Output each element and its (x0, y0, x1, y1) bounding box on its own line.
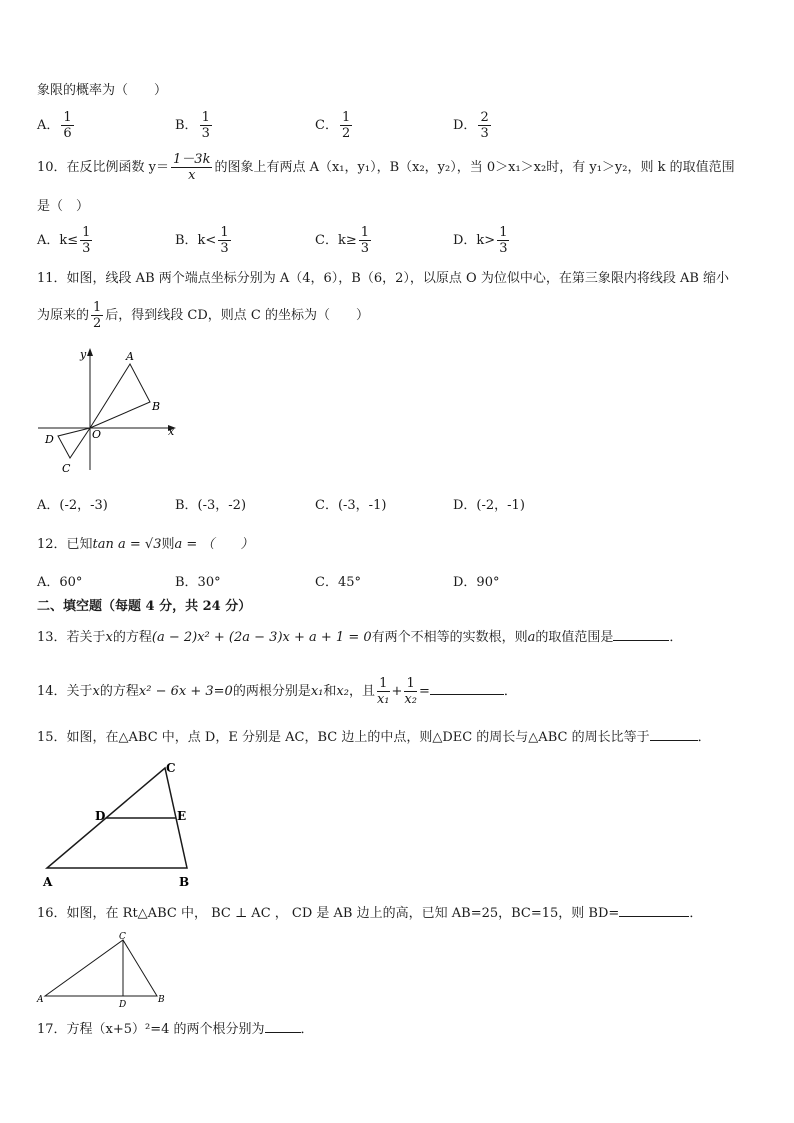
section-heading-fill-in: 二、填空题（每题 4 分，共 24 分） (37, 599, 252, 614)
q10-option-a: A．k≤ $\frac{1}{3}$ (37, 225, 91, 256)
q11-option-b: B．(-3，-2) (175, 498, 247, 513)
q17-stem: 17．方程（x+5）²=4 的两个根分别为 ． (37, 1022, 314, 1037)
q14-stem: 14．关于x的方程x² − 6x + 3=0的两根分别是x₁和x₂，且 $\frac{1}{\text{x₁}}$ + $\frac{1}{\text{x₂}}$ = ． (37, 676, 517, 707)
q11-figure (30, 340, 190, 480)
q10-option-d: D．k> $\frac{1}{3}$ (453, 225, 508, 256)
q15-figure (35, 758, 205, 890)
q12-option-d: D．90° (453, 575, 500, 590)
q11-stem: 11．如图，线段 AB 两个端点坐标分别为 A（4，6），B（6，2），以原点 O 为位似中心，在第三象限内将线段 AB 缩小 (37, 271, 730, 286)
q14-answer-blank[interactable] (430, 682, 504, 695)
q9-option-b: B． $\frac{1}{3}$ (175, 110, 210, 141)
foot-d-label: D (119, 1000, 127, 1010)
q11-option-c: C．(-3，-1) (315, 498, 387, 513)
segment-cd-triangle (58, 428, 90, 458)
q12-option-a: A．60° (37, 575, 83, 590)
q12-option-c: C．45° (315, 575, 361, 590)
q15-stem: 15．如图，在△ABC 中，点 D，E 分别是 AC，BC 边上的中点，则△DEC 的周长与△ABC 的周长比等于 ． (37, 730, 711, 745)
vertex-b-label: B (179, 875, 190, 889)
q10-continuation: 是（ ） (37, 199, 90, 214)
q9-option-c: C． $\frac{1}{2}$ (315, 110, 351, 141)
q11-option-d: D．(-2，-1) (453, 498, 525, 513)
point-d-label: D (45, 433, 54, 446)
triangle-abc (45, 940, 157, 996)
y-axis-arrow (87, 348, 93, 356)
q16-figure (35, 930, 175, 1010)
vertex-b-label: B (158, 995, 165, 1005)
q9-option-a: A． $\frac{1}{6}$ (37, 110, 72, 141)
point-o-label: O (92, 428, 102, 441)
vertex-a-label: A (43, 875, 53, 889)
q12-stem: 12．已知tan a = √3则a = （ ） (37, 537, 254, 552)
point-e-label: E (177, 809, 187, 823)
q10-stem: 10．在反比例函数 y＝ $\frac{1-3k}{x}$ 的图象上有两点 A（x₁，y₁），B（x₂，y₂），当 0＞x₁＞x₂时，有 y₁＞y₂，则 k 的取值范围 (37, 152, 735, 183)
q10-option-c: C．k≥ $\frac{1}{3}$ (315, 225, 369, 256)
q15-answer-blank[interactable] (650, 728, 698, 741)
y-axis-label: y (80, 348, 87, 361)
q10-option-b: B．k< $\frac{1}{3}$ (175, 225, 229, 256)
q9-option-d: D． $\frac{2}{3}$ (453, 110, 489, 141)
q11-stem-line2: 为原来的 $\frac{1}{2}$ 后，得到线段 CD，则点 C 的坐标为（ ） (37, 300, 370, 331)
q16-answer-blank[interactable] (619, 904, 689, 917)
point-a-label: A (126, 350, 134, 363)
q11-option-a: A．(-2，-3) (37, 498, 108, 513)
q13-answer-blank[interactable] (613, 628, 669, 641)
point-b-label: B (152, 400, 161, 413)
q13-stem: 13．若关于x的方程(a − 2)x² + (2a − 3)x + a + 1 = 0有两个不相等的实数根，则a的取值范围是 ． (37, 630, 683, 645)
q16-stem: 16．如图，在 Rt△ABC 中， BC ⊥ AC ， CD 是 AB 边上的高，已知 AB=25，BC=15，则 BD= ． (37, 906, 703, 921)
vertex-a-label: A (37, 995, 44, 1005)
q9-continuation: 象限的概率为（ ） (37, 83, 168, 98)
point-c-label: C (62, 462, 71, 475)
vertex-c-label: C (166, 761, 176, 775)
q12-option-b: B．30° (175, 575, 221, 590)
q17-answer-blank[interactable] (265, 1020, 301, 1033)
vertex-c-label: C (119, 932, 126, 942)
x-axis-label: x (168, 425, 175, 438)
point-d-label: D (95, 809, 106, 823)
segment-ab-triangle (90, 364, 150, 428)
